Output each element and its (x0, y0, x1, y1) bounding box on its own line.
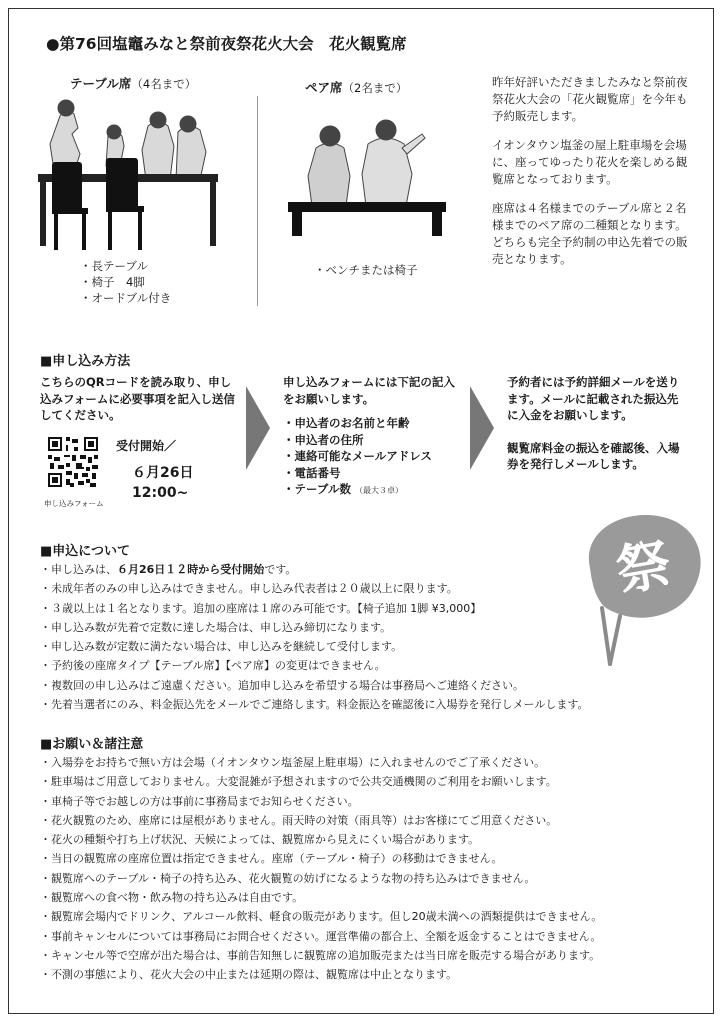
list-item: ・当日の観覧席の座席位置は指定できません。座席（テーブル・椅子）の移動はできません。 (40, 852, 503, 866)
list-item: ・申し込み数が先着で定数に達した場合は、申し込み締切になります。 (40, 620, 392, 634)
notes-heading: ■お願い＆諸注意 (40, 737, 144, 752)
intro-text (492, 74, 697, 280)
list-item: ・不測の事態により、花火大会の中止または延期の際は、観覧席は中止となります。 (40, 968, 458, 982)
table-seat-features (80, 258, 171, 306)
list-item: ・花火の種類や打ち上げ状況、天候によっては、観覧席から見えにくい場合があります。 (40, 833, 480, 847)
apply-step-1-text: こちらのQRコードを読み取り、申し込みフォームに必要事項を記入し送信してください。 (40, 375, 235, 422)
pair-seat-feature: ・ベンチまたは椅子 (314, 263, 418, 277)
festival-fan-icon (580, 508, 710, 668)
list-item: ・花火観覧のため、座席には屋根がありません。雨天時の対策（雨具等）はお客様にてご用意ください。 (40, 813, 558, 827)
seat-divider (257, 96, 258, 306)
table-seat-illustration (38, 96, 238, 256)
list-item: ・申し込み数が定数に満たない場合は、申し込みを継続して受付します。 (40, 640, 403, 654)
list-item: ・車椅子等でお越しの方は事前に事務局までお知らせください。 (40, 794, 359, 808)
list-item: ・事前キャンセルについては事務局にお問合せください。運営準備の都合上、全額を返金することはできません。 (40, 929, 602, 943)
list-item: ・観覧席会場内でドリンク、アルコール飲料、軽食の販売があります。但し20歳未満への酒類提供はできません。 (40, 910, 603, 924)
apply-step-2-list (283, 415, 463, 500)
page-title: ●第76回塩竈みなと祭前夜祭花火大会 花火観覧席 (46, 35, 407, 53)
fan-glyph: 祭 (611, 531, 676, 604)
about-first-bold: ６月26日１２時から受付開始 (117, 563, 265, 576)
list-item: ・３歳以上は１名となります。追加の座席は１席のみ可能です。【椅子追加 1脚 ¥3,000】 (40, 601, 482, 615)
about-first-pre: ・申し込みは、 (40, 563, 117, 576)
step-arrow-1 (246, 386, 270, 470)
pair-seat-capacity: （2名まで） (342, 81, 408, 95)
apply-heading: ■申し込み方法 (40, 354, 131, 369)
list-item: ・先着当選者にのみ、料金振込先をメールでご連絡します。料金振込を確認後に入場券を発行しメールします。 (40, 698, 589, 712)
table-count-note: （最大３卓） (354, 486, 403, 495)
list-item: ・申込者の住所 (283, 432, 364, 447)
list-item: ・申込者のお名前と年齢 (283, 416, 410, 430)
table-seat-feature: ・長テーブル (80, 259, 148, 273)
apply-step-2 (283, 374, 463, 500)
list-item: ・予約後の座席タイプ【テーブル席】【ペア席】の変更はできません。 (40, 659, 386, 673)
apply-step-3-text-a: 予約者には予約詳細メールを送ります。メールに記載された振込先に入金をお願いします。 (507, 375, 680, 422)
list-item: ・観覧席へのテーブル・椅子の持ち込み、花火観覧の妨げになるような物の持ち込みはできません。 (40, 871, 536, 885)
pair-seat-features (314, 262, 418, 278)
start-label: 受付開始／ (116, 439, 177, 453)
list-item: ・複数回の申し込みはご遠慮ください。追加申し込みを希望する場合は事務局へご連絡ください。 (40, 678, 524, 692)
list-item (40, 560, 588, 579)
pair-seat-label: ペア席 (305, 80, 343, 95)
intro-paragraph: 昨年好評いただきましたみなと祭前夜祭花火大会の「花火観覧席」を今年も予約販売します。 (492, 75, 688, 123)
table-seat-label: テーブル席 (70, 76, 132, 91)
pair-seat-heading (305, 78, 407, 96)
apply-step-2-intro: 申し込みフォームには下記の記入をお願いします。 (283, 375, 455, 406)
about-first-post: です。 (264, 563, 297, 576)
about-list (40, 560, 588, 714)
qr-code[interactable] (48, 437, 98, 487)
list-item: ・観覧席への食べ物・飲み物の持ち込みは自由です。 (40, 891, 304, 905)
table-count-label: ・テーブル数 (283, 482, 351, 496)
list-item: ・入場券をお持ちで無い方は会場（イオンタウン塩釜屋上駐車場）に入れませんのでご了承ください。 (40, 756, 546, 769)
start-date: ６月26日 (132, 465, 194, 481)
apply-step-3 (507, 374, 682, 473)
list-item: ・未成年者のみの申し込みはできません。申し込み代表者は２０歳以上に限ります。 (40, 582, 458, 596)
about-heading: ■申込について (40, 544, 131, 559)
step-arrow-2 (470, 386, 494, 470)
notes-list (40, 753, 602, 985)
list-item: ・キャンセル等で空席が出た場合は、事前告知無しに観覧席の追加販売または当日席を販売する場合があります。 (40, 948, 601, 962)
apply-step-3-text-b: 観覧席料金の振込を確認後、入場券を発行しメールします。 (507, 440, 680, 471)
list-item: ・連絡可能なメールアドレス (283, 449, 432, 463)
intro-paragraph: イオンタウン塩釜の屋上駐車場を会場に、座ってゆったり花火を楽しめる観覧席となっております。 (492, 138, 688, 186)
pair-seat-illustration (284, 118, 454, 238)
table-seat-capacity: （4名まで） (131, 77, 197, 91)
intro-paragraph: 座席は４名様までのテーブル席と２名様までのペア席の二種類となります。どちらも完全予約制の申込先着での販売となります。 (492, 201, 688, 266)
table-seat-feature: ・椅子 4脚 (80, 275, 145, 289)
qr-caption: 申し込みフォーム (44, 499, 104, 508)
apply-step-1 (40, 374, 240, 424)
start-time: 12:00~ (132, 485, 189, 501)
table-seat-heading (70, 74, 196, 92)
list-item: ・電話番号 (283, 465, 341, 480)
table-seat-feature: ・オードブル付き (80, 291, 172, 305)
list-item (283, 481, 463, 500)
list-item: ・駐車場はご用意しておりません。大変混雑が予想されますので公共交通機関のご利用をお願いします。 (40, 775, 557, 789)
